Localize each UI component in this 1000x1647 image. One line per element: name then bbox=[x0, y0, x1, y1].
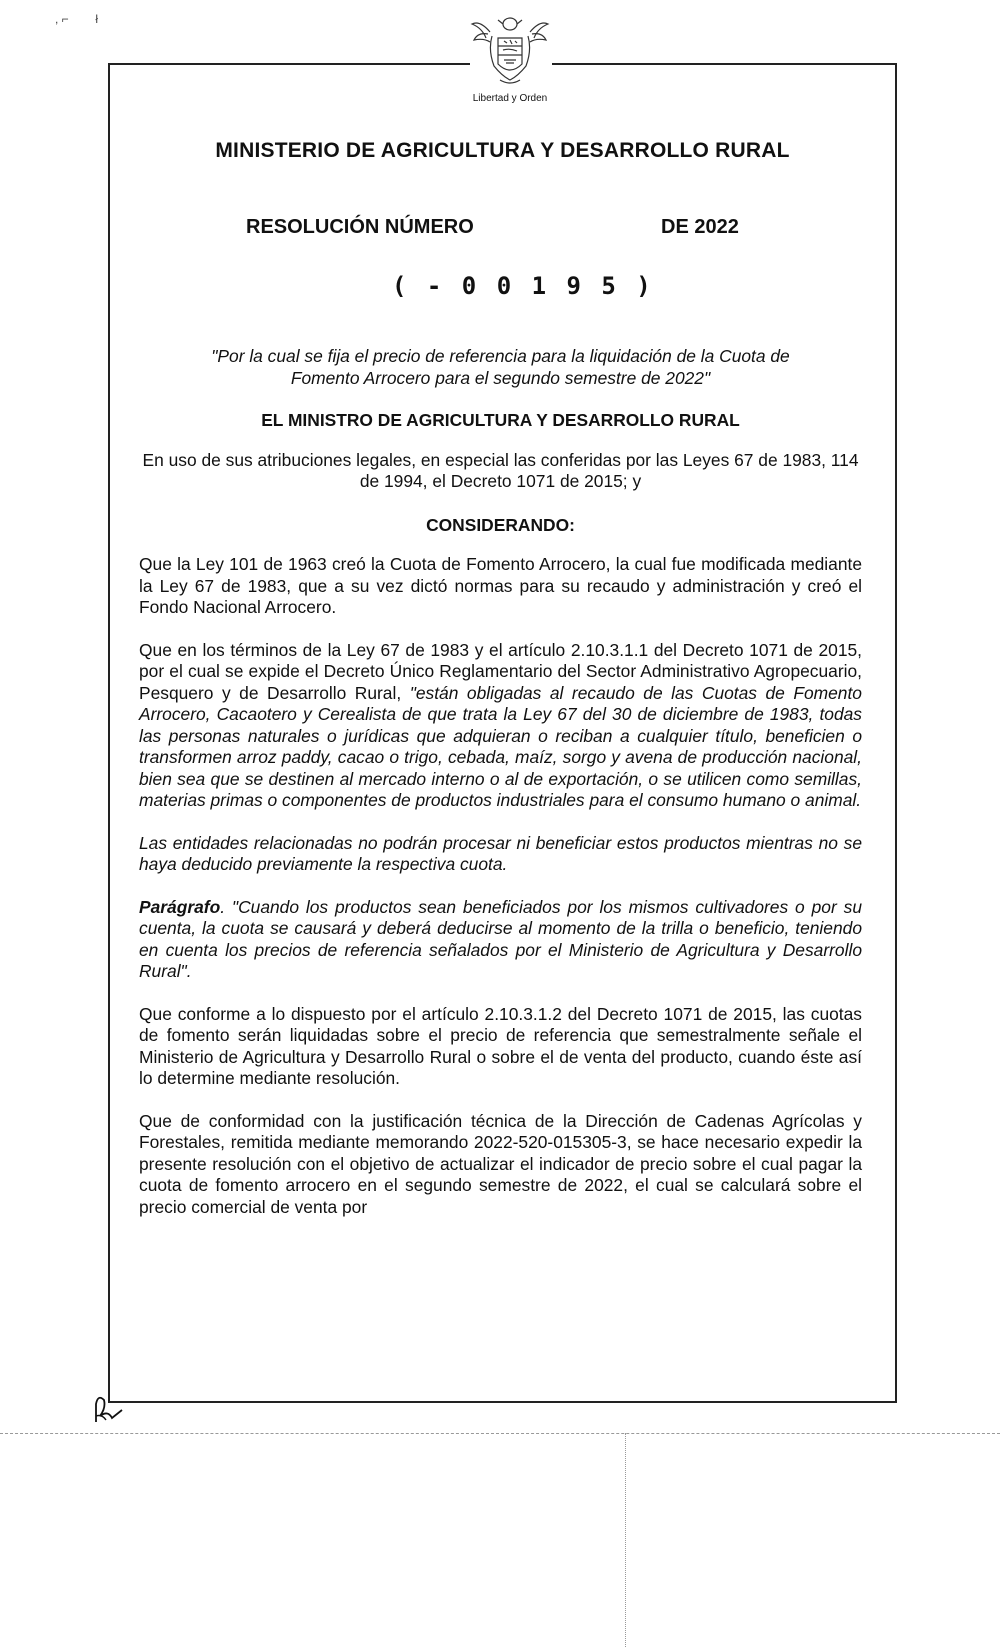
document-body bbox=[139, 346, 862, 1218]
paragraph-justificacion-tecnica: Que de conformidad con la justificación técnica de la Dirección de Cadenas Agrícolas y Forestales, remitida mediante memorando 2022-520-015305-3, se hace necesario expedir la presente resolución con el objetivo de actualizar el indicador de precio sobre el cual pagar la cuota de fomento arrocero en el segundo semestre de 2022, el cual se calculará sobre el precio comercial de venta por bbox=[139, 1110, 862, 1217]
initials-signature-icon bbox=[92, 1390, 132, 1426]
resolution-label: RESOLUCIÓN NÚMERO bbox=[246, 216, 474, 238]
resolution-number-stamp: ( - 0 0 1 9 5 ) bbox=[392, 272, 654, 300]
paragraph-ley-67-text: Que en los términos de la Ley 67 de 1983 y el artículo 2.10.3.1.1 del Decreto 1071 de 2015, por el cual se expide el Decreto Único Reglamentario del Sector Administrativo Agropecuario, Pesquero y de Desarrollo Rural, bbox=[139, 639, 862, 703]
paragraph-articulo-2-10-3-1-2: Que conforme a lo dispuesto por el artículo 2.10.3.1.2 del Decreto 1071 de 2015, las cuotas de fomento serán liquidadas sobre el precio de referencia que semestralmente señale el Ministerio de Agricultura y Desarrollo Rural o sobre el de venta del producto, cuando éste así lo determine mediante resolución. bbox=[139, 1003, 862, 1088]
minister-heading: EL MINISTRO DE AGRICULTURA Y DESARROLLO RURAL bbox=[261, 410, 740, 430]
scan-divider-line bbox=[0, 1433, 1000, 1434]
subtitle-line-1: "Por la cual se fija el precio de referencia para la liquidación de la Cuota de bbox=[211, 346, 790, 366]
paragraph-ley-67-quote: "están obligadas al recaudo de las Cuotas de Fomento Arrocero, Cacaotero y Cerealista de que trata la Ley 67 del 30 de diciembre de 1983, todas las personas naturales o jurídicas que adquieran o reciban a cualquier título, beneficien o transformen arroz paddy, cacao o trigo, cebada, maíz, sorgo y avena de producción nacional, bien sea que se destinen al mercado interno o al de exportación, o se utilicen como semillas, materias primas o componentes de productos industriales para el consumo humano o animal. bbox=[139, 682, 862, 810]
coat-of-arms-icon bbox=[470, 10, 550, 90]
paragrafo-label: Parágrafo bbox=[139, 896, 221, 917]
resolution-year: DE 2022 bbox=[661, 216, 739, 238]
ministry-title: MINISTERIO DE AGRICULTURA Y DESARROLLO RURAL bbox=[215, 139, 790, 162]
paragraph-ley-67 bbox=[139, 640, 862, 812]
scan-vertical-line bbox=[625, 1433, 626, 1647]
legal-powers-paragraph: En uso de sus atribuciones legales, en especial las conferidas por las Leyes 67 de 1983, 114 de 1994, el Decreto 1071 de 2015; y bbox=[142, 449, 859, 491]
paragraph-paragrafo bbox=[139, 897, 862, 983]
resolution-subtitle bbox=[139, 346, 862, 389]
subtitle-line-2: Fomento Arrocero para el segundo semestre de 2022" bbox=[290, 367, 711, 388]
paragrafo-text: . "Cuando los productos sean beneficiados por los mismos cultivadores o por su cuenta, la cuota se causará y deberá deducirse al momento de la trilla o beneficio, teniendo en cuenta los precios de referencia señalados por el Ministerio de Agricultura y Desarrollo Rural". bbox=[139, 896, 862, 981]
paragraph-ley-101: Que la Ley 101 de 1963 creó la Cuota de Fomento Arrocero, la cual fue modificada mediante la Ley 67 de 1983, que a su vez dictó normas para su recaudo y administración y creó el Fondo Nacional Arrocero. bbox=[139, 554, 862, 617]
considerando-heading: CONSIDERANDO: bbox=[426, 514, 575, 535]
scan-marks: , ⌐ ł bbox=[55, 12, 99, 26]
paragraph-entidades: Las entidades relacionadas no podrán procesar ni beneficiar estos productos mientras no se haya deducido previamente la respectiva cuota. bbox=[139, 832, 862, 874]
motto: Libertad y Orden bbox=[472, 93, 548, 104]
